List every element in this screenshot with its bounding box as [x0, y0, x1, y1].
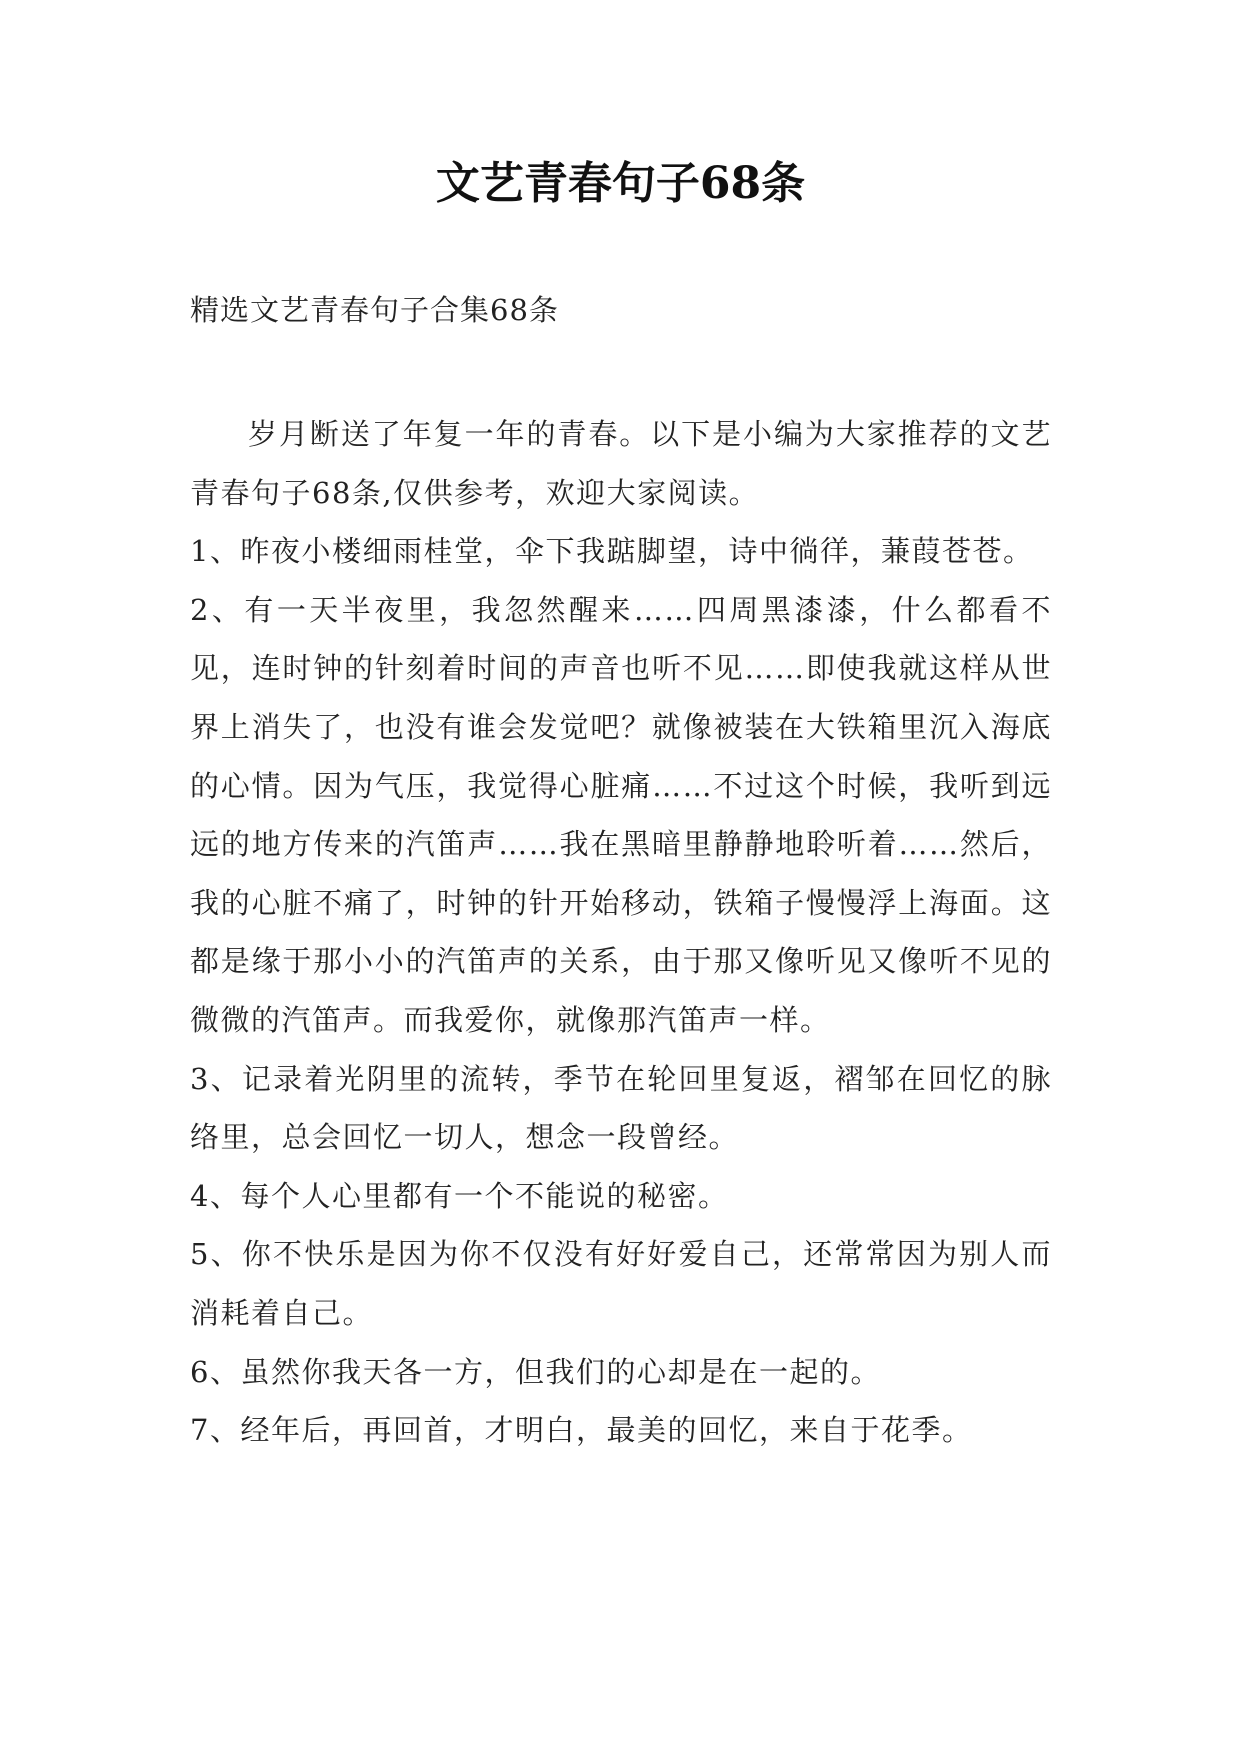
document-body [190, 405, 1052, 1460]
list-item: 4、每个人心里都有一个不能说的秘密。 [190, 1178, 729, 1213]
document-title: 文艺青春句子68条 [435, 158, 806, 209]
list-item: 5、你不快乐是因为你不仅没有好好爱自己，还常常因为别人而消耗着自己。 [190, 1237, 1052, 1330]
document-subtitle: 精选文艺青春句子合集68条 [190, 293, 559, 327]
list-item: 2、有一天半夜里，我忽然醒来……四周黑漆漆，什么都看不见，连时钟的针刻着时间的声音也听不见……即使我就这样从世界上消失了，也没有谁会发觉吧？就像被装在大铁箱里沉入海底的心情。因为气压，我觉得心脏痛……不过这个时候，我听到远远的地方传来的汽笛声……我在黑暗里静静地聆听着……然后，我的心脏不痛了，时钟的针开始移动，铁箱子慢慢浮上海面。这都是缘于那小小的汽笛声的关系，由于那又像听见又像听不见的微微的汽笛声。而我爱你，就像那汽笛声一样。 [190, 592, 1052, 1037]
list-item: 3、记录着光阴里的流转，季节在轮回里复返，褶邹在回忆的脉络里，总会回忆一切人，想念一段曾经。 [190, 1061, 1052, 1155]
list-item: 6、虽然你我天各一方，但我们的心却是在一起的。 [190, 1354, 881, 1389]
list-item: 7、经年后，再回首，才明白，最美的回忆，来自于花季。 [190, 1413, 973, 1448]
list-item: 1、昨夜小楼细雨桂堂，伞下我踮脚望，诗中徜徉，蒹葭苍苍。 [190, 534, 1034, 569]
intro-paragraph: 岁月断送了年复一年的青春。以下是小编为大家推荐的文艺青春句子68条,仅供参考，欢迎大家阅读。 [190, 417, 1052, 510]
